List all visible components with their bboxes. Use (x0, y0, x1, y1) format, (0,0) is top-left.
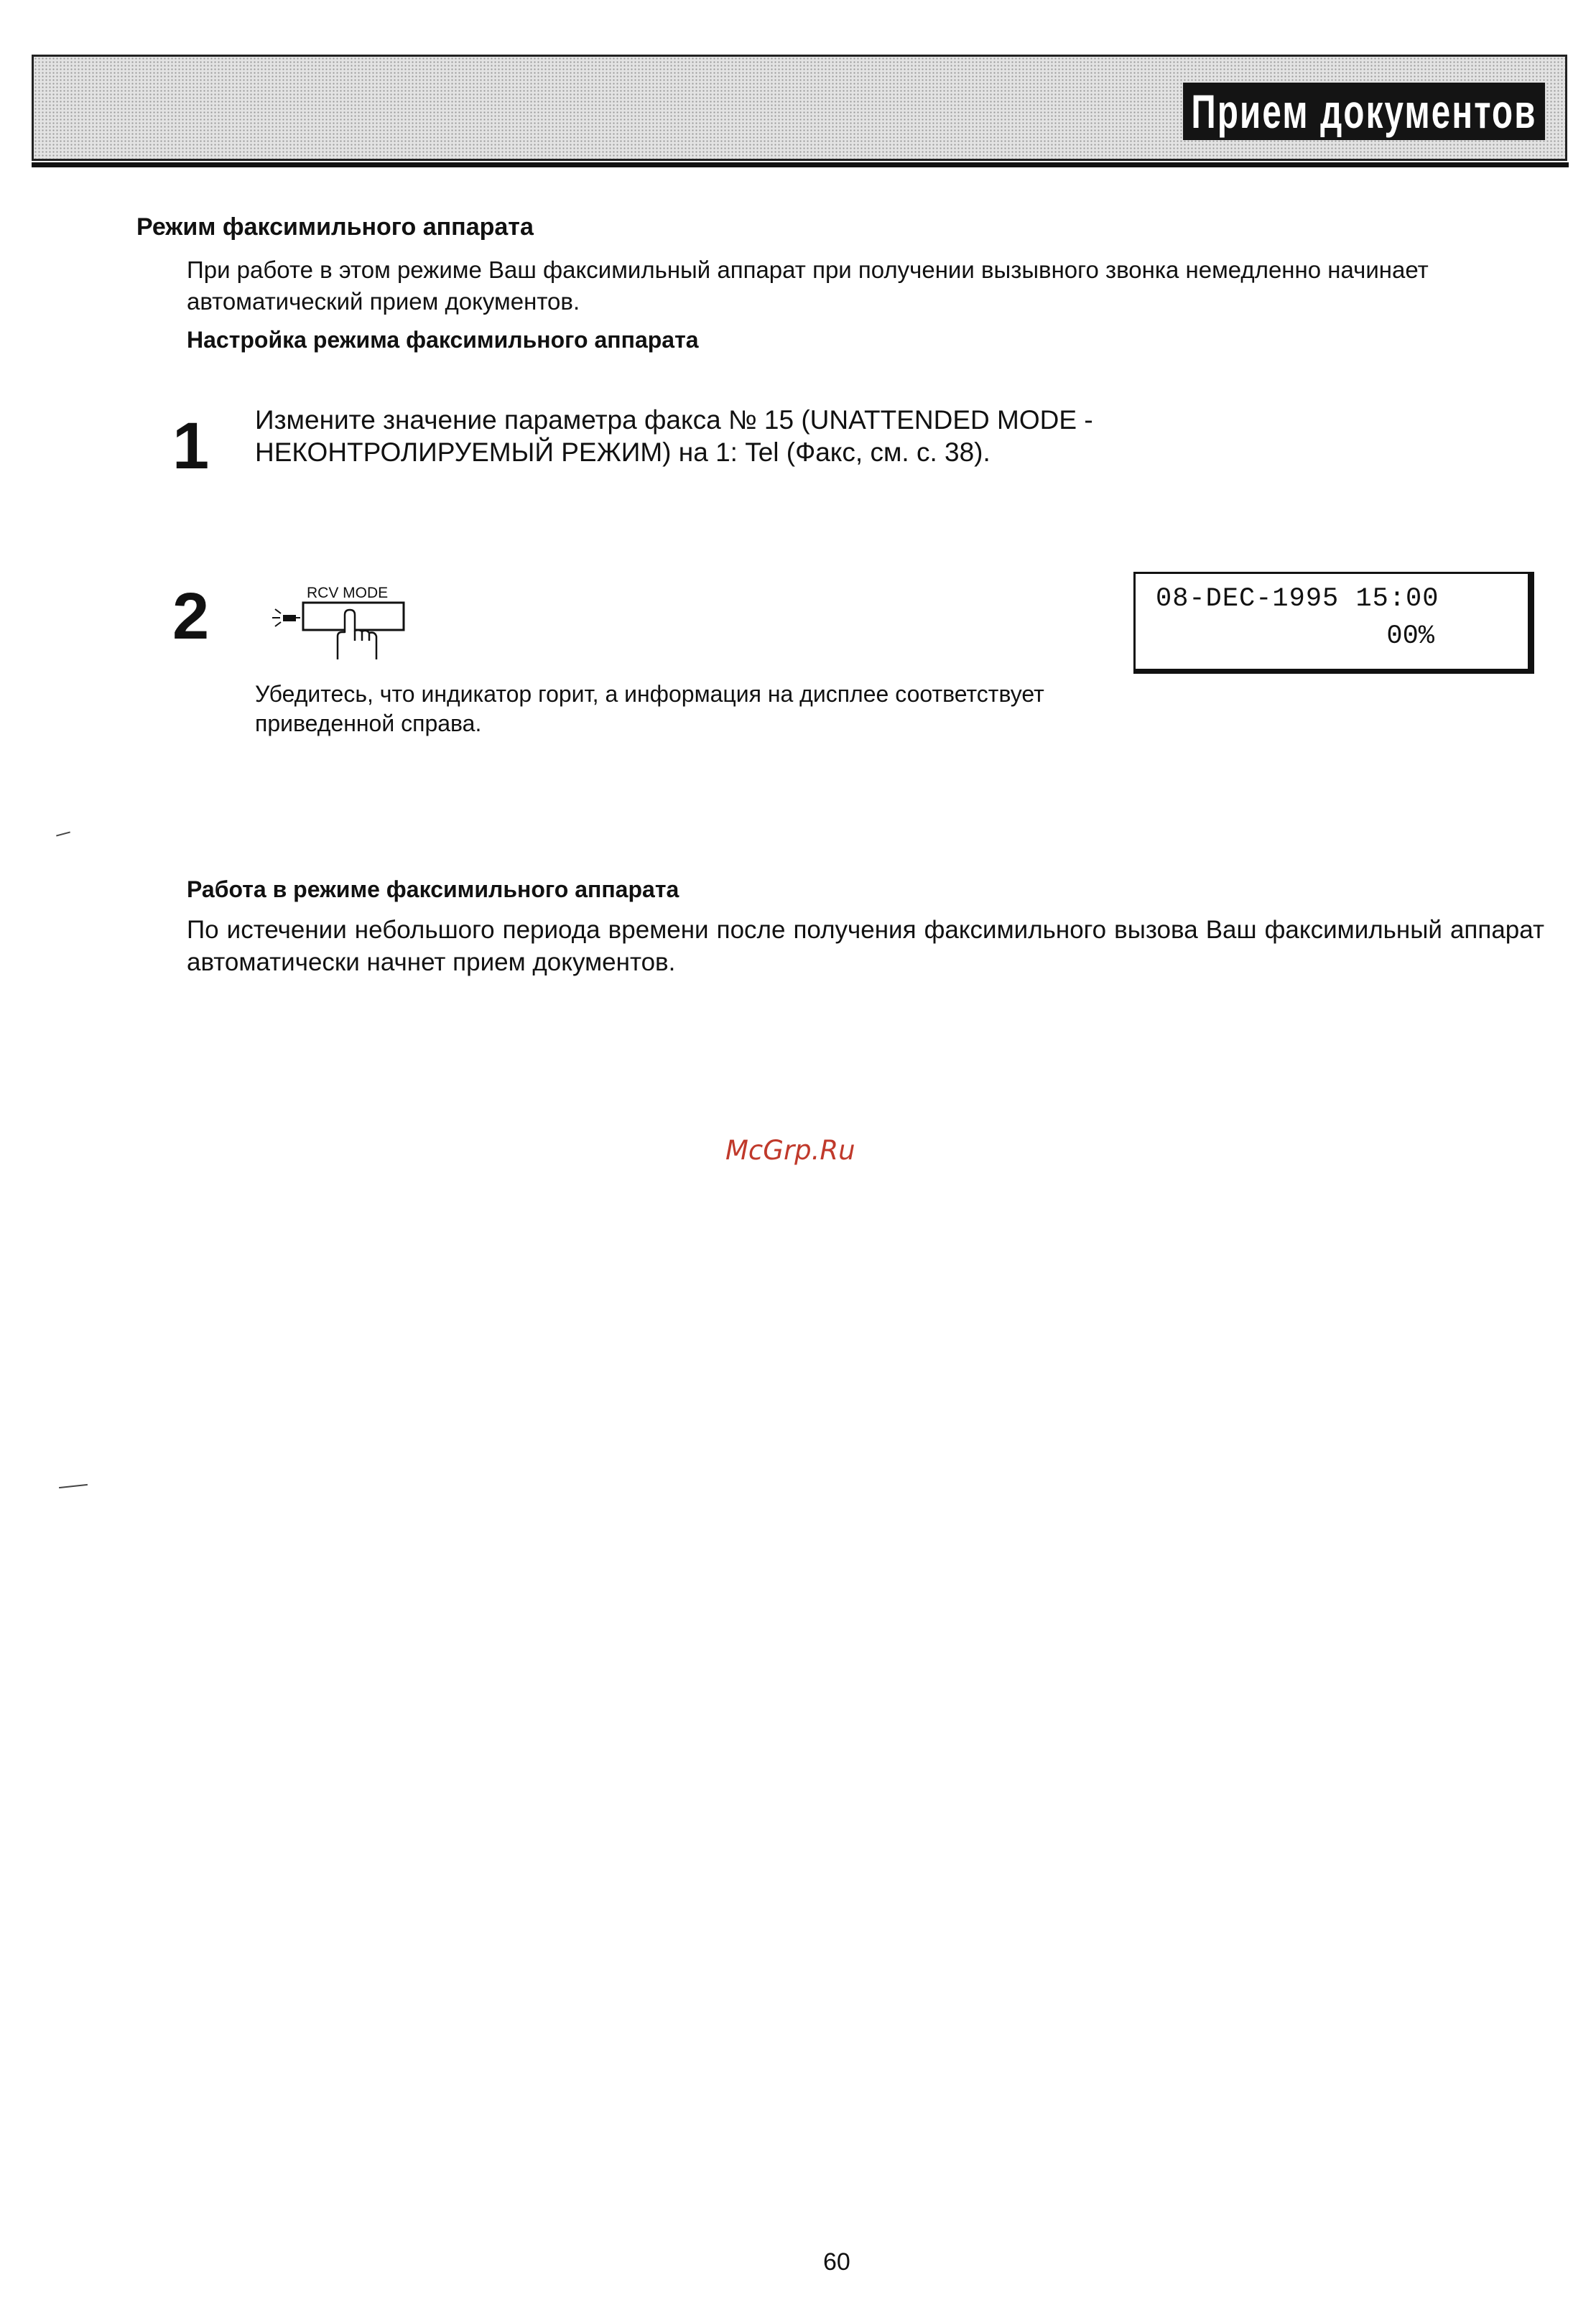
lcd-memory-status: 00% (1386, 621, 1434, 652)
page-number: 60 (823, 2248, 850, 2276)
lcd-date-time: 08-DEC-1995 15:00 (1156, 584, 1439, 614)
operation-heading: Работа в режиме факсимильного аппарата (187, 876, 679, 902)
step-2-number: 2 (172, 580, 210, 653)
intro-paragraph: При работе в этом режиме Ваш факсимильный аппарат при получении вызывного звонка немедленно начинает автоматический прием документов. (187, 256, 1429, 315)
step-2-text: Убедитесь, что индикатор горит, а информация на дисплее соответствует приведенной справа. (255, 681, 1044, 736)
key-label: RCV MODE (307, 585, 389, 601)
rcv-mode-key (267, 579, 418, 665)
section-heading: Режим факсимильного аппарата (136, 213, 534, 241)
operation-paragraph: По истечении небольшого периода времени после получения факсимильного вызова Ваш факсимильный аппарат автоматически начнет прием документов. (187, 916, 1544, 976)
page-title: Прием документов (1183, 83, 1545, 140)
lcd-display (1133, 572, 1534, 674)
header-band (32, 55, 1567, 161)
setup-heading: Настройка режима факсимильного аппарата (187, 327, 699, 353)
watermark: McGrp.Ru (725, 1135, 855, 1166)
header-rule (32, 162, 1569, 167)
indicator-lamp-icon (272, 609, 300, 626)
step-1-text: Измените значение параметра факса № 15 (UNATTENDED MODE - НЕКОНТРОЛИРУЕМЫЙ РЕЖИМ) на 1: Tel (Факс, см. с. 38). (255, 405, 1093, 467)
scan-speck (59, 1484, 88, 1488)
rcv-mode-key-illustration (267, 579, 418, 665)
step-1-number: 1 (172, 409, 210, 483)
scan-speck (56, 831, 70, 836)
